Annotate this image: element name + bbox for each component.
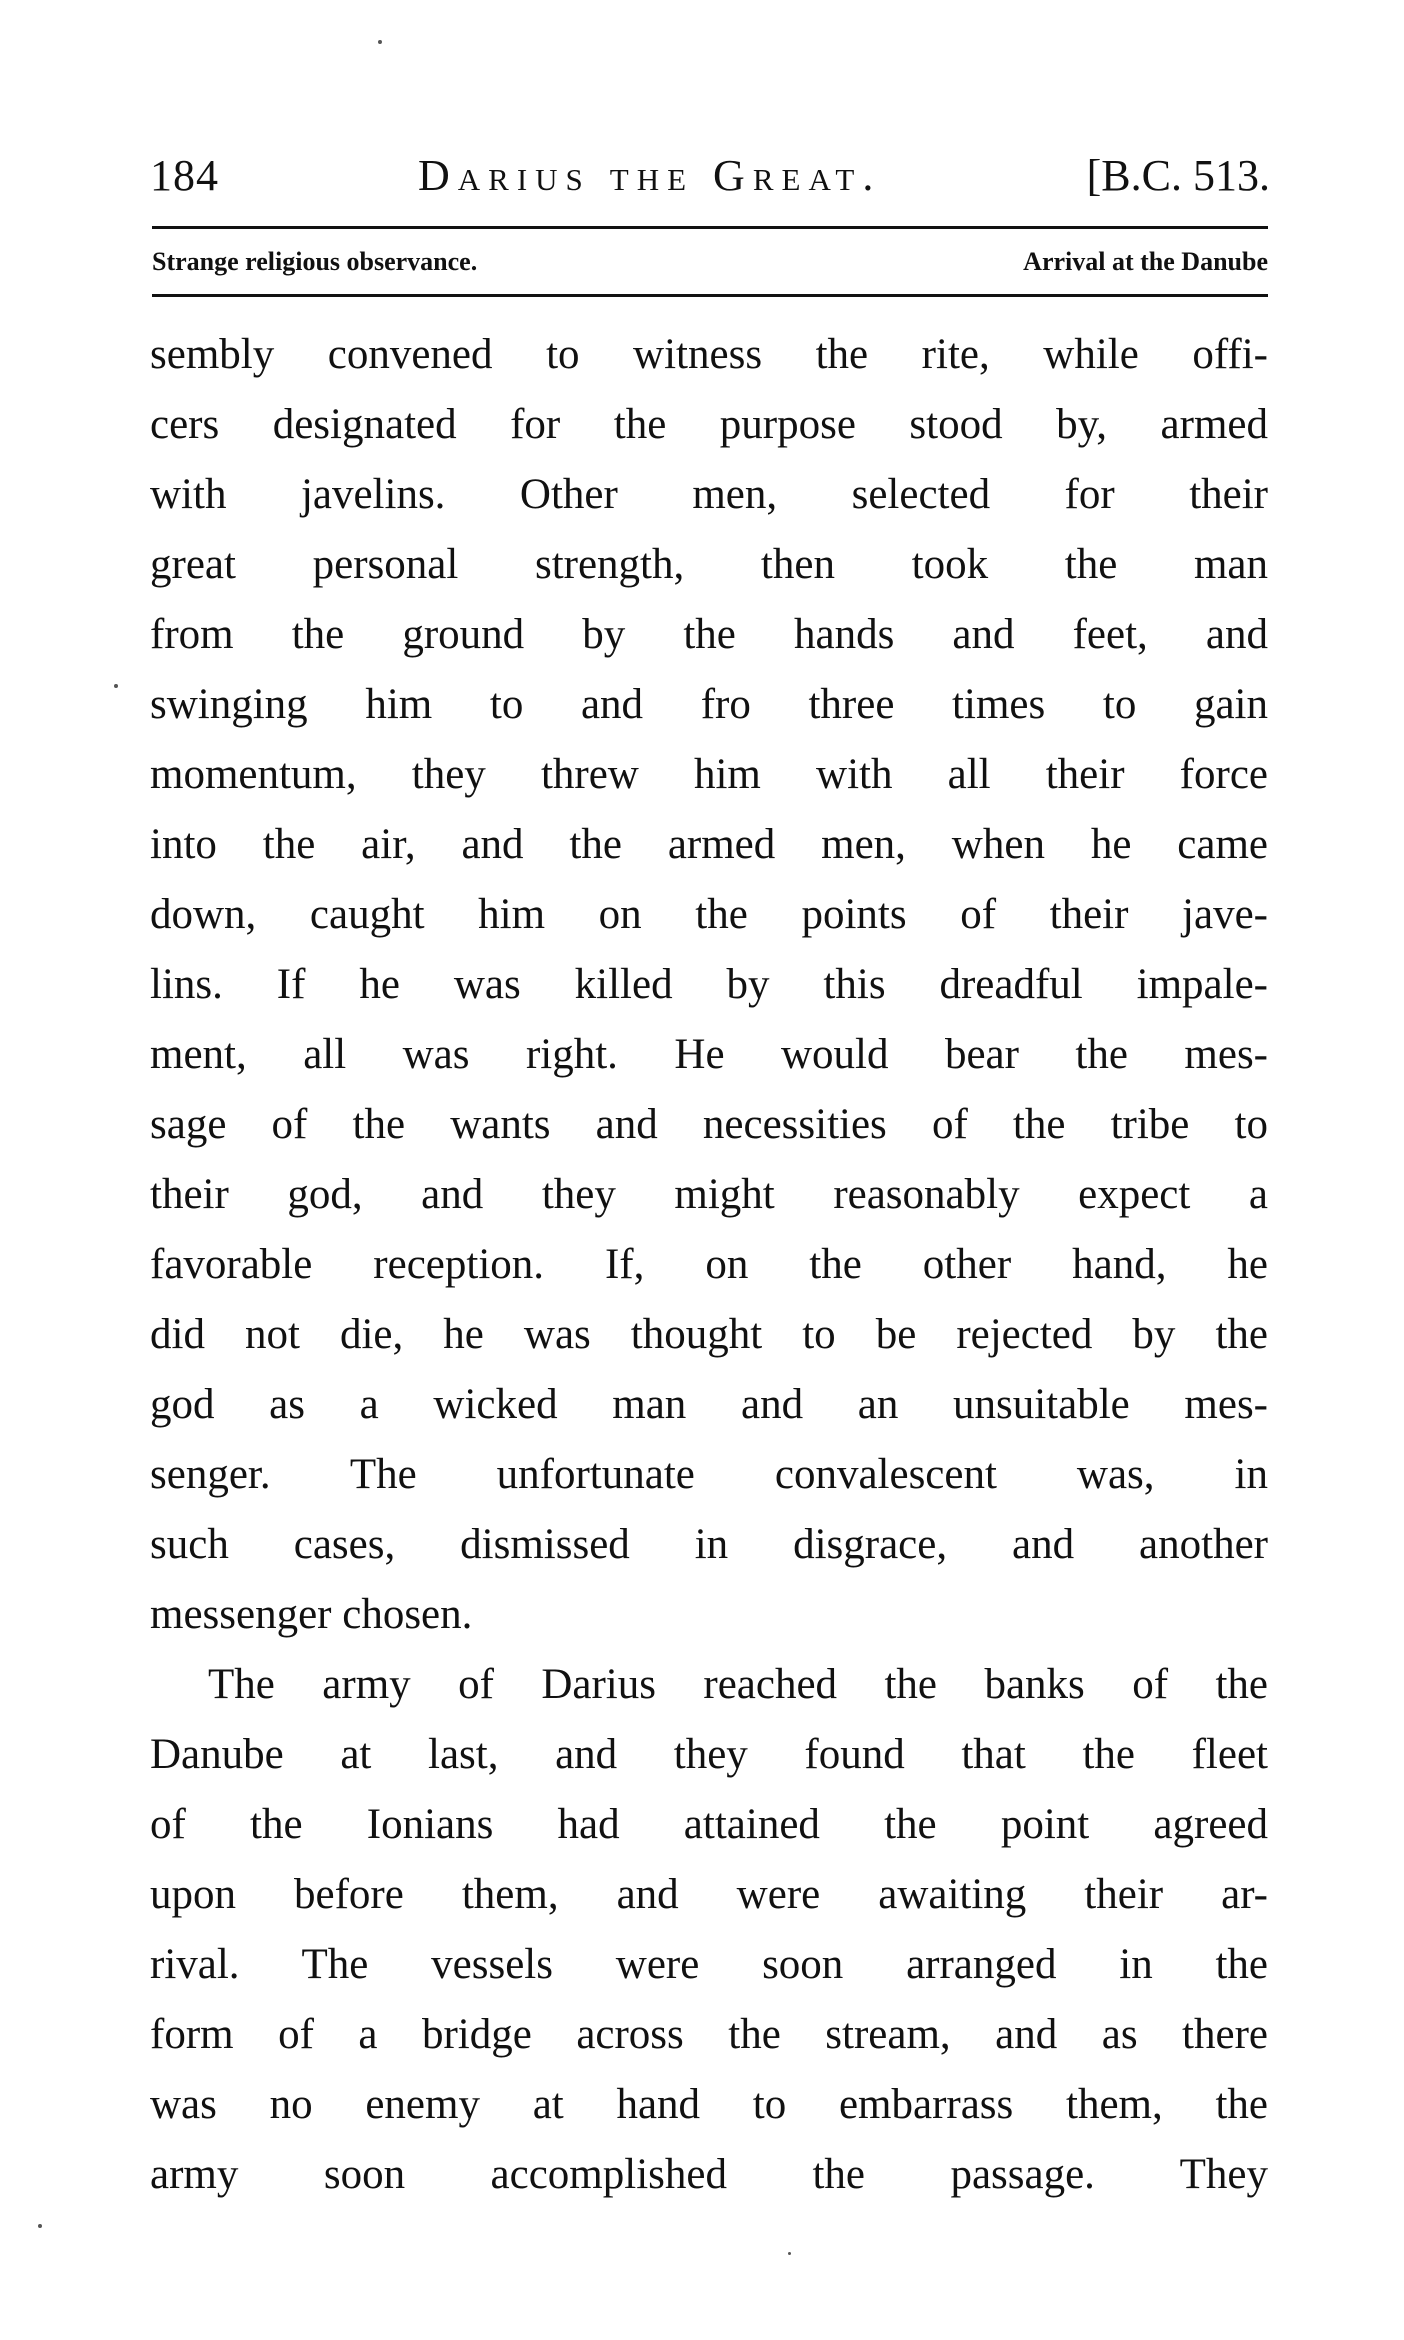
text-line: ment, all was right. He would bear the mes- (150, 1031, 1268, 1078)
running-head (150, 150, 1270, 220)
text-line: swinging him to and fro three times to gain (150, 681, 1268, 728)
text-line: did not die, he was thought to be rejected by the (150, 1311, 1268, 1358)
text-line: sembly convened to witness the rite, while offi- (150, 331, 1268, 378)
text-line: army soon accomplished the passage. They (150, 2151, 1268, 2198)
text-line: down, caught him on the points of their jave- (150, 891, 1268, 938)
text-line: The army of Darius reached the banks of the (208, 1661, 1268, 1708)
text-line: their god, and they might reasonably expect a (150, 1171, 1268, 1218)
page-number: 184 (150, 151, 219, 200)
text-line: of the Ionians had attained the point agreed (150, 1801, 1268, 1848)
text-line: with javelins. Other men, selected for their (150, 471, 1268, 518)
text-line: was no enemy at hand to embarrass them, the (150, 2081, 1268, 2128)
text-line: into the air, and the armed men, when he came (150, 821, 1268, 868)
text-line: such cases, dismissed in disgrace, and another (150, 1521, 1268, 1568)
sidenote-right: Arrival at the Danube (1023, 247, 1268, 276)
paper-speck (114, 684, 118, 688)
text-line: favorable reception. If, on the other hand, he (150, 1241, 1268, 1288)
paper-speck (38, 2224, 42, 2228)
running-title: Darius the Great. (418, 151, 882, 200)
text-line: senger. The unfortunate convalescent was, in (150, 1451, 1268, 1498)
paragraph-2 (150, 1650, 1268, 2210)
paragraph-1 (150, 320, 1268, 1650)
text-line: sage of the wants and necessities of the tribe to (150, 1101, 1268, 1148)
text-line: lins. If he was killed by this dreadful impale- (150, 961, 1268, 1008)
text-line: upon before them, and were awaiting their ar- (150, 1871, 1268, 1918)
text-line: Danube at last, and they found that the fleet (150, 1731, 1268, 1778)
header-rule-top (152, 226, 1268, 229)
header-rule-bottom (152, 294, 1268, 297)
date-range: [B.C. 513. (1086, 151, 1270, 200)
text-line: form of a bridge across the stream, and as there (150, 2011, 1268, 2058)
paper-speck (378, 40, 382, 44)
sidenote-left: Strange religious observance. (152, 247, 478, 276)
body-text (150, 320, 1268, 2210)
text-line: momentum, they threw him with all their force (150, 751, 1268, 798)
text-line: messenger chosen. (150, 1591, 473, 1638)
text-line: great personal strength, then took the man (150, 541, 1268, 588)
text-line: rival. The vessels were soon arranged in the (150, 1941, 1268, 1988)
text-line: cers designated for the purpose stood by, armed (150, 401, 1268, 448)
text-line: from the ground by the hands and feet, and (150, 611, 1268, 658)
paper-speck (788, 2252, 791, 2255)
text-line: god as a wicked man and an unsuitable mes- (150, 1381, 1268, 1428)
